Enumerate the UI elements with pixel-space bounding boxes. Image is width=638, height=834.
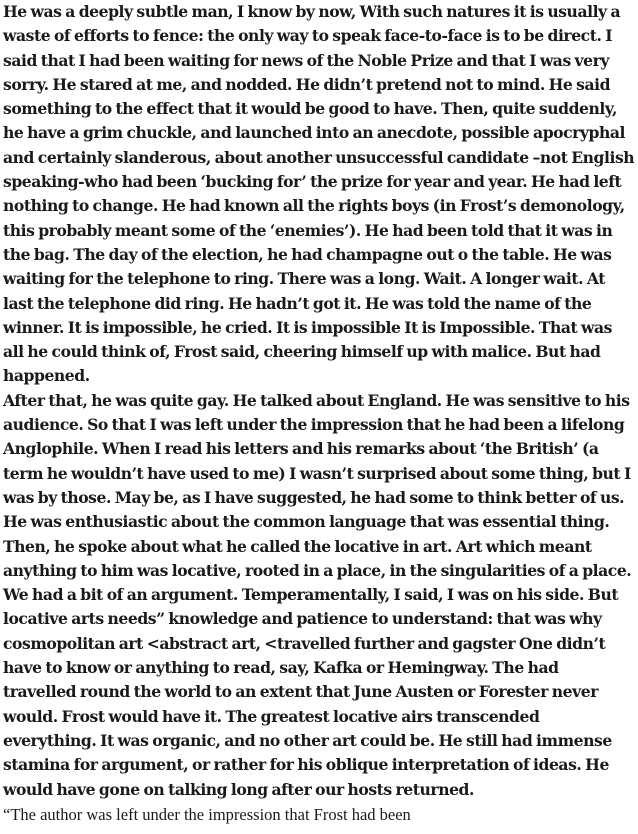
text-line: this probably meant some of the ‘enemies’). He had been told that it was in [3, 220, 613, 240]
text-line: cosmopolitan art <abstract art, <travelled further and gagster One didn’t [3, 633, 606, 653]
text-line: have to know or anything to read, say, Kafka or Hemingway. The had [3, 658, 559, 678]
paragraph [3, 389, 637, 802]
text-line: happened. [3, 366, 90, 386]
footnote-text: “The author was left under the impression that Frost had been [3, 804, 411, 824]
text-line: all he could think of, Frost said, cheering himself up with malice. But had [3, 342, 601, 362]
paragraph [3, 0, 637, 389]
text-line: said that I had been waiting for news of the Noble Prize and that I was very [3, 50, 610, 70]
text-line: locative arts needs” knowledge and patience to understand: that was why [3, 609, 602, 629]
text-line: He was enthusiastic about the common language that was essential thing. [3, 512, 610, 532]
text-line: would. Frost would have it. The greatest locative airs transcended [3, 706, 540, 726]
text-line: waiting for the telephone to ring. There was a long. Wait. A longer wait. At [3, 269, 606, 289]
text-line: the bag. The day of the election, he had champagne out o the table. He was [3, 244, 612, 264]
text-line: was by those. May be, as I have suggested, he had some to think better of us. [3, 487, 625, 507]
text-line: sorry. He stared at me, and nodded. He didn’t pretend not to mind. He said [3, 74, 611, 94]
text-line: travelled round the world to an extent that June Austen or Forester never [3, 682, 598, 702]
text-line: winner. It is impossible, he cried. It is impossible It is Impossible. That was [3, 317, 612, 337]
text-line: speaking-who had been ‘bucking for’ the prize for year and year. He had left [3, 172, 622, 192]
text-line: last the telephone did ring. He hadn’t got it. He was told the name of the [3, 293, 592, 313]
text-line: stamina for argument, or rather for his oblique interpretation of ideas. He [3, 755, 609, 775]
text-line: audience. So that I was left under the impression that he had been a lifelong [3, 415, 625, 435]
document-body [3, 0, 637, 802]
text-line: Then, he spoke about what he called the locative in art. Art which meant [3, 536, 592, 556]
text-line: everything. It was organic, and no other art could be. He still had immense [3, 730, 612, 750]
text-line: We had a bit of an argument. Temperamentally, I said, I was on his side. But [3, 585, 619, 605]
text-line: nothing to change. He had known all the rights boys (in Frost’s demonology, [3, 196, 625, 216]
text-line: something to the effect that it would be good to have. Then, quite suddenly, [3, 99, 617, 119]
document-page [3, 0, 637, 827]
text-line: would have gone on talking long after our hosts returned. [3, 779, 474, 799]
text-line: term he wouldn’t have used to me) I wasn’t surprised about some thing, but I [3, 463, 631, 483]
text-line: he have a grim chuckle, and launched into an anecdote, possible apocryphal [3, 123, 625, 143]
text-line: waste of efforts to fence: the only way to speak face-to-face is to be direct. I [3, 26, 613, 46]
text-line: After that, he was quite gay. He talked about England. He was sensitive to his [3, 390, 630, 410]
text-line: and certainly slanderous, about another unsuccessful candidate –not English [3, 147, 635, 167]
text-line: He was a deeply subtle man, I know by now, With such natures it is usually a [3, 2, 621, 21]
text-line: Anglophile. When I read his letters and his remarks about ‘the British’ (a [3, 439, 599, 459]
text-line: anything to him was locative, rooted in a place, in the singularities of a place. [3, 560, 632, 580]
